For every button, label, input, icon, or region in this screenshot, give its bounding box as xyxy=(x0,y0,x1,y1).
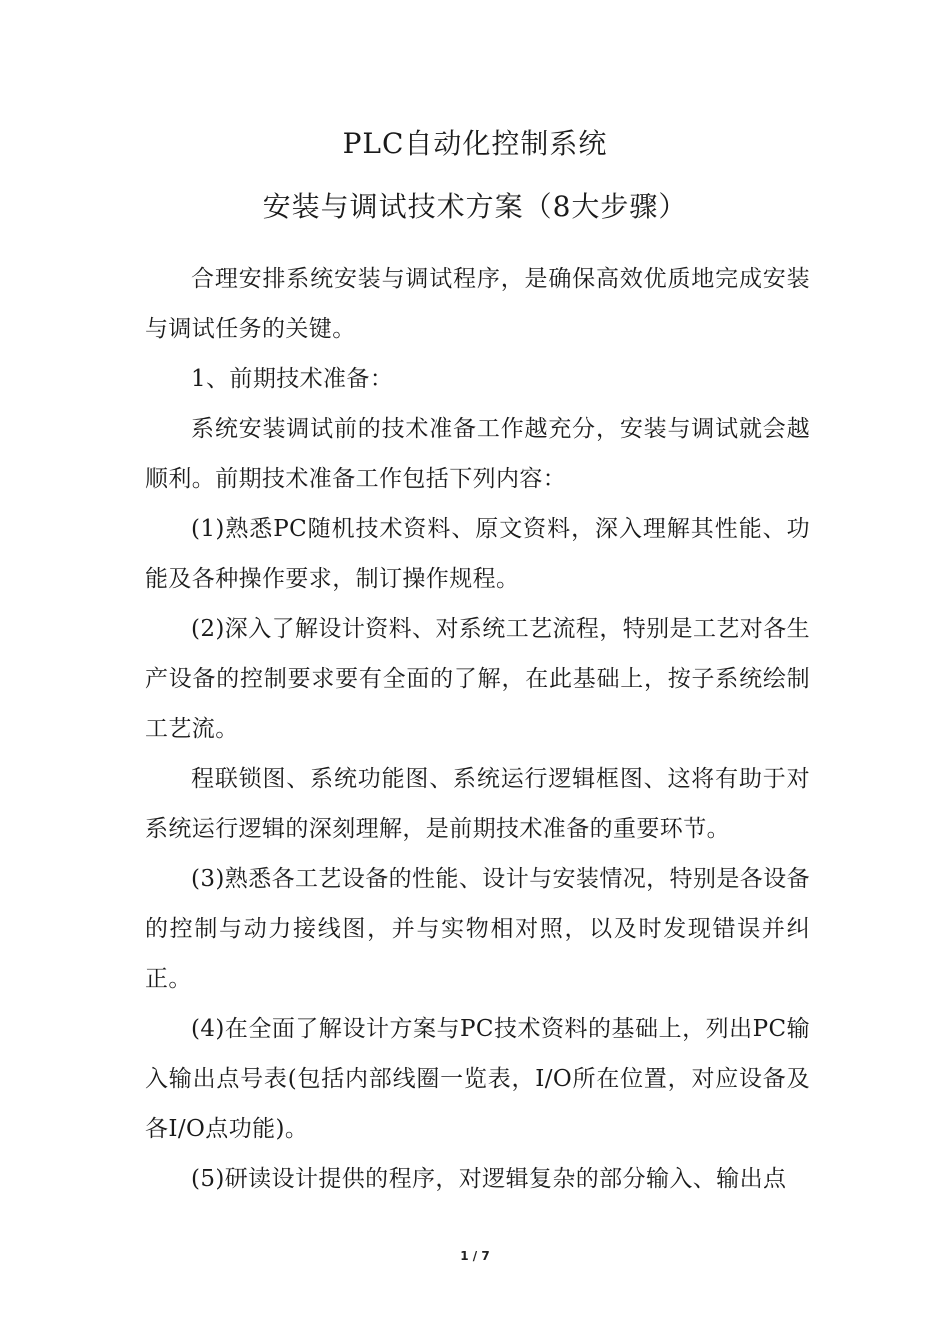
paragraph-intro: 合理安排系统安装与调试程序，是确保高效优质地完成安装与调试任务的关键。 xyxy=(145,266,810,342)
list-item-3: (3)熟悉各工艺设备的性能、设计与安装情况，特别是各设备的控制与动力接线图，并与实物相对照，以及时发现错误并纠正。 xyxy=(145,866,810,992)
page-number: 1 / 7 xyxy=(460,1249,490,1263)
section-heading-1: 1、前期技术准备： xyxy=(191,366,394,392)
document-title: PLC自动化控制系统 xyxy=(342,127,608,160)
document-body xyxy=(145,254,810,1204)
document-subtitle: 安装与调试技术方案（8大步骤） xyxy=(262,190,688,223)
list-item-5: (5)研读设计提供的程序，对逻辑复杂的部分输入、输出点 xyxy=(191,1166,787,1192)
paragraph: 程联锁图、系统功能图、系统运行逻辑框图、这将有助于对系统运行逻辑的深刻理解，是前期技术准备的重要环节。 xyxy=(145,766,810,842)
list-item-4: (4)在全面了解设计方案与PC技术资料的基础上，列出PC输入输出点号表(包括内部线圈一览表，I/O所在位置，对应设备及各I/O点功能)。 xyxy=(145,1016,810,1142)
paragraph: 系统安装调试前的技术准备工作越充分，安装与调试就会越顺利。前期技术准备工作包括下列内容： xyxy=(145,416,810,492)
list-item-1: (1)熟悉PC随机技术资料、原文资料，深入理解其性能、功能及各种操作要求，制订操作规程。 xyxy=(145,516,810,592)
list-item-2: (2)深入了解设计资料、对系统工艺流程，特别是工艺对各生产设备的控制要求要有全面的了解，在此基础上，按子系统绘制工艺流。 xyxy=(145,616,810,742)
